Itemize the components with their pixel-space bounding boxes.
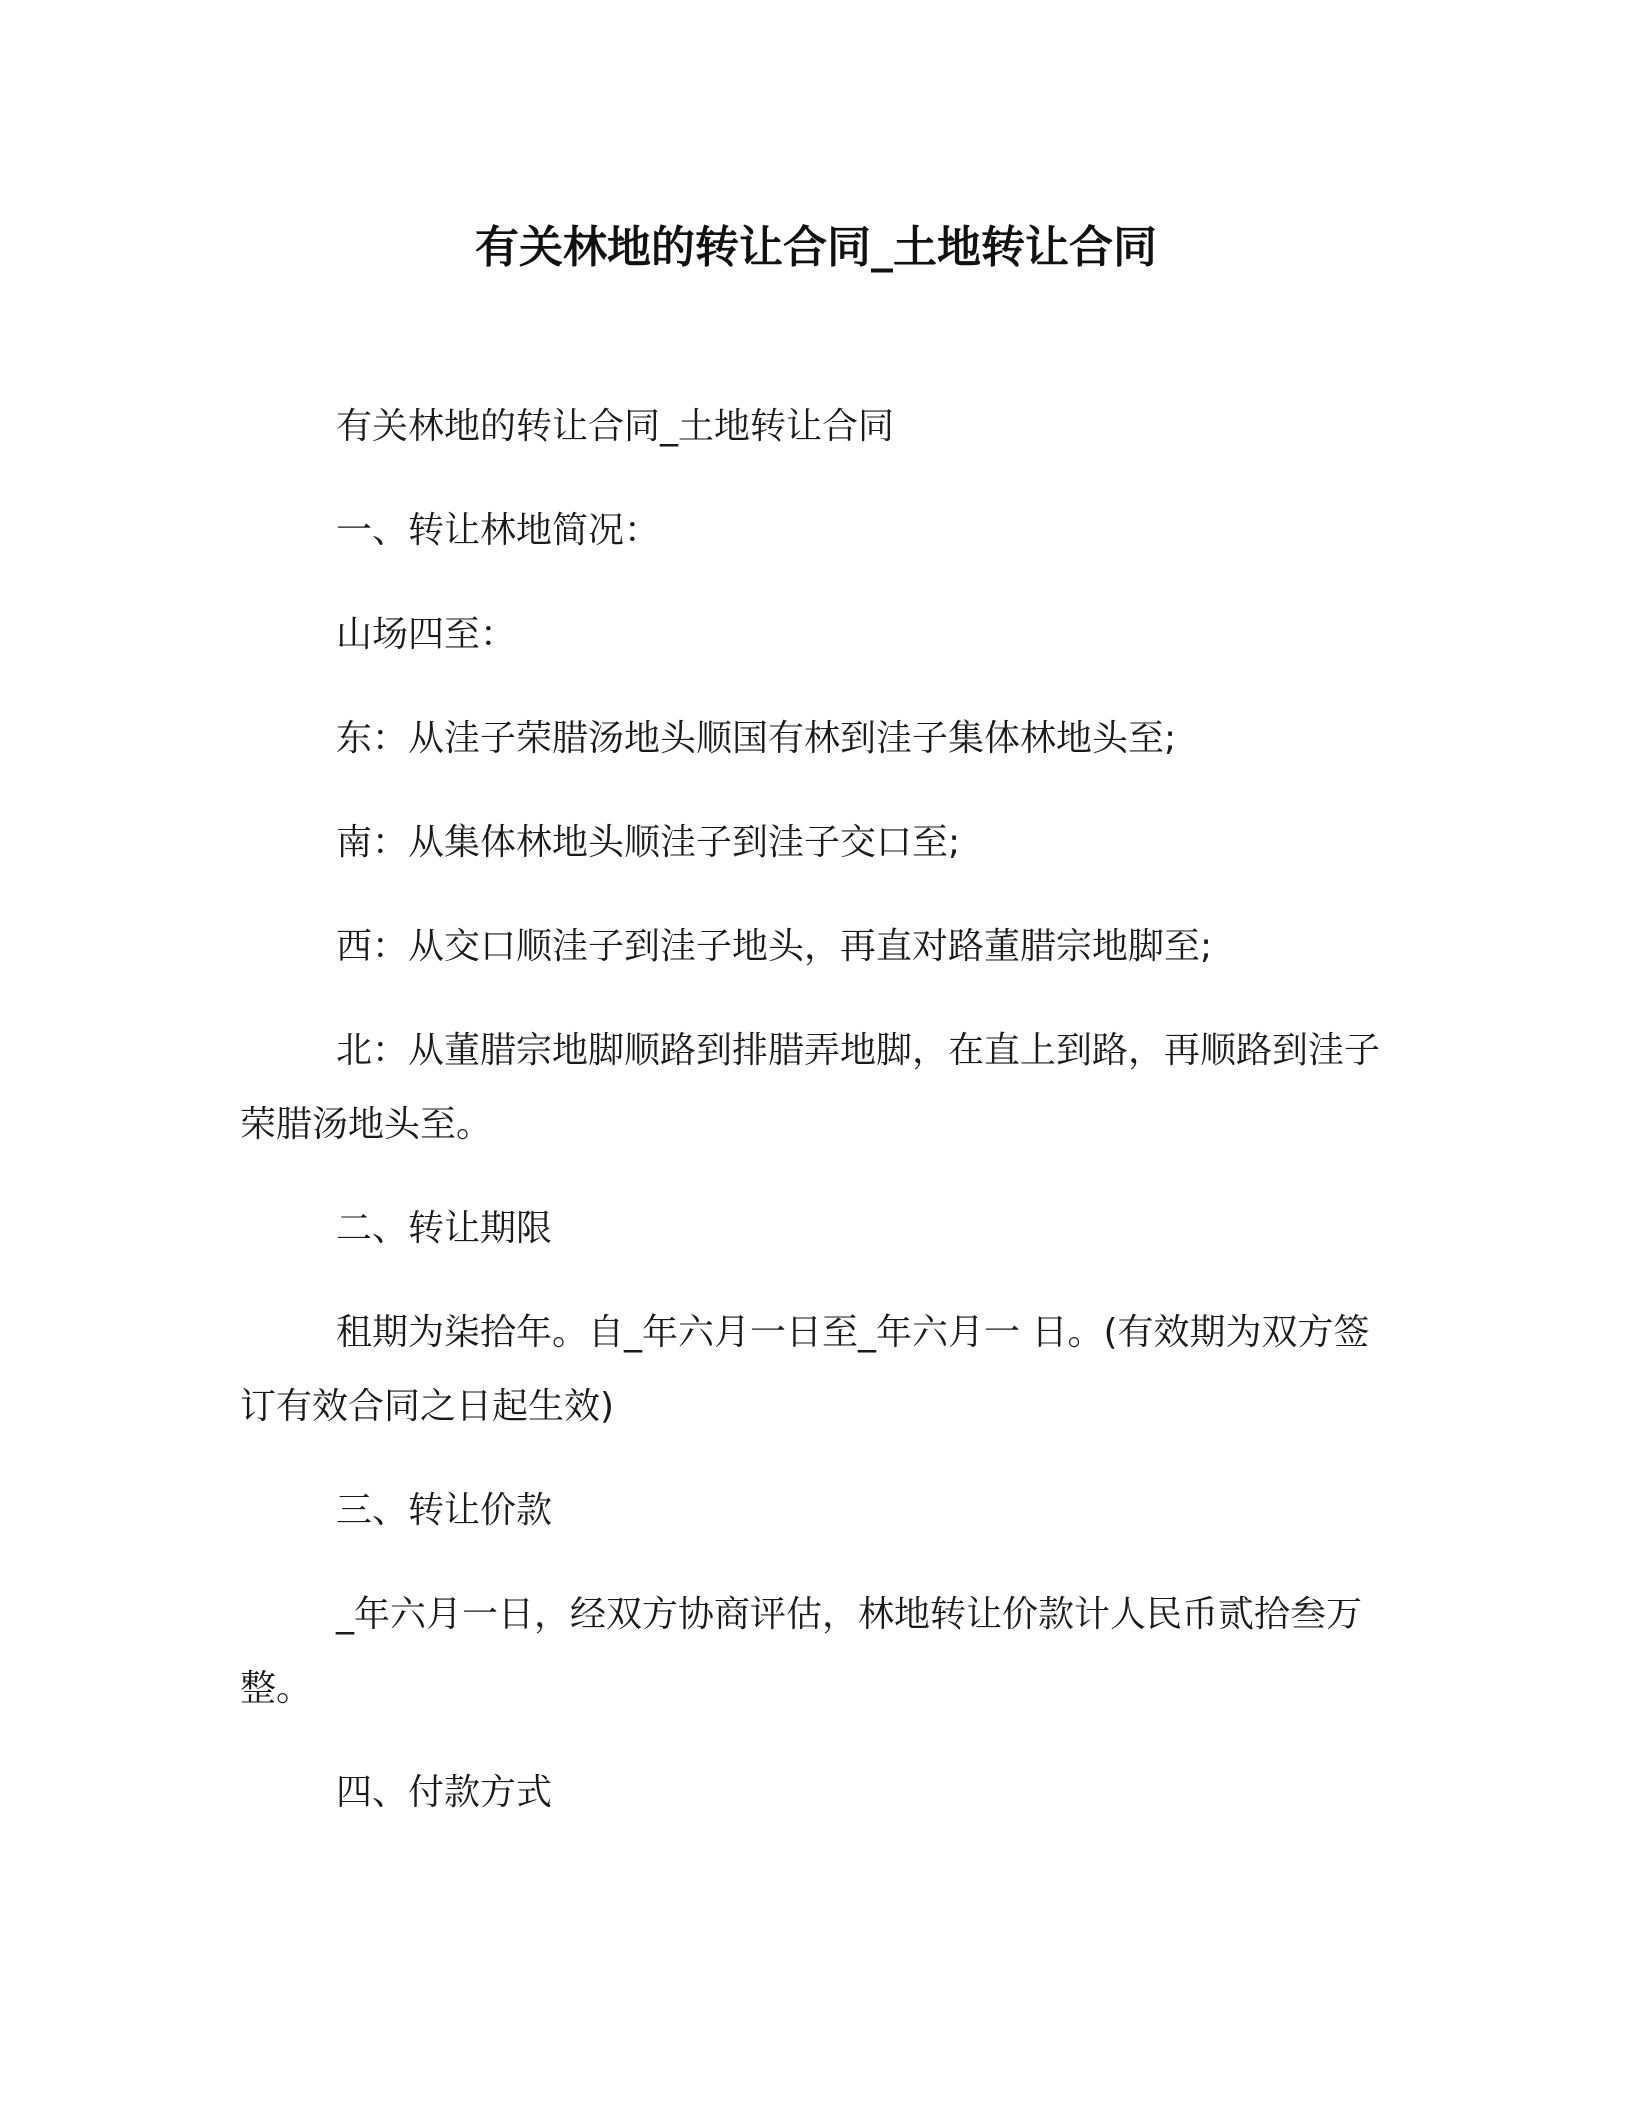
paragraph-boundaries-label: 山场四至： <box>336 614 517 655</box>
paragraph-north-boundary: 北：从董腊宗地脚顺路到排腊弄地脚，在直上到路，再顺路到洼子荣腊汤地头至。 <box>240 1030 1381 1145</box>
paragraph-south-boundary: 南：从集体林地头顺洼子到洼子交口至; <box>336 822 961 863</box>
paragraph-section-4-heading: 四、付款方式 <box>336 1772 553 1813</box>
paragraph-section-3-heading: 三、转让价款 <box>336 1490 553 1531</box>
paragraph-subtitle: 有关林地的转让合同_土地转让合同 <box>336 406 895 447</box>
paragraph-east-boundary: 东：从洼子荣腊汤地头顺国有林到洼子集体林地头至; <box>336 718 1177 759</box>
paragraph-section-1-heading: 一、转让林地简况： <box>336 510 661 551</box>
document-body <box>240 390 1390 1860</box>
paragraph-section-2-heading: 二、转让期限 <box>336 1208 553 1249</box>
document-title: 有关林地的转让合同_土地转让合同 <box>475 222 1157 273</box>
paragraph-lease-term: 租期为柒拾年。自_年六月一日至_年六月一 日。(有效期为双方签订有效合同之日起生效) <box>240 1312 1370 1427</box>
paragraph-price: _年六月一日，经双方协商评估，林地转让价款计人民币贰拾叁万整。 <box>240 1594 1363 1709</box>
paragraph-west-boundary: 西：从交口顺洼子到洼子地头，再直对路董腊宗地脚至; <box>336 926 1213 967</box>
